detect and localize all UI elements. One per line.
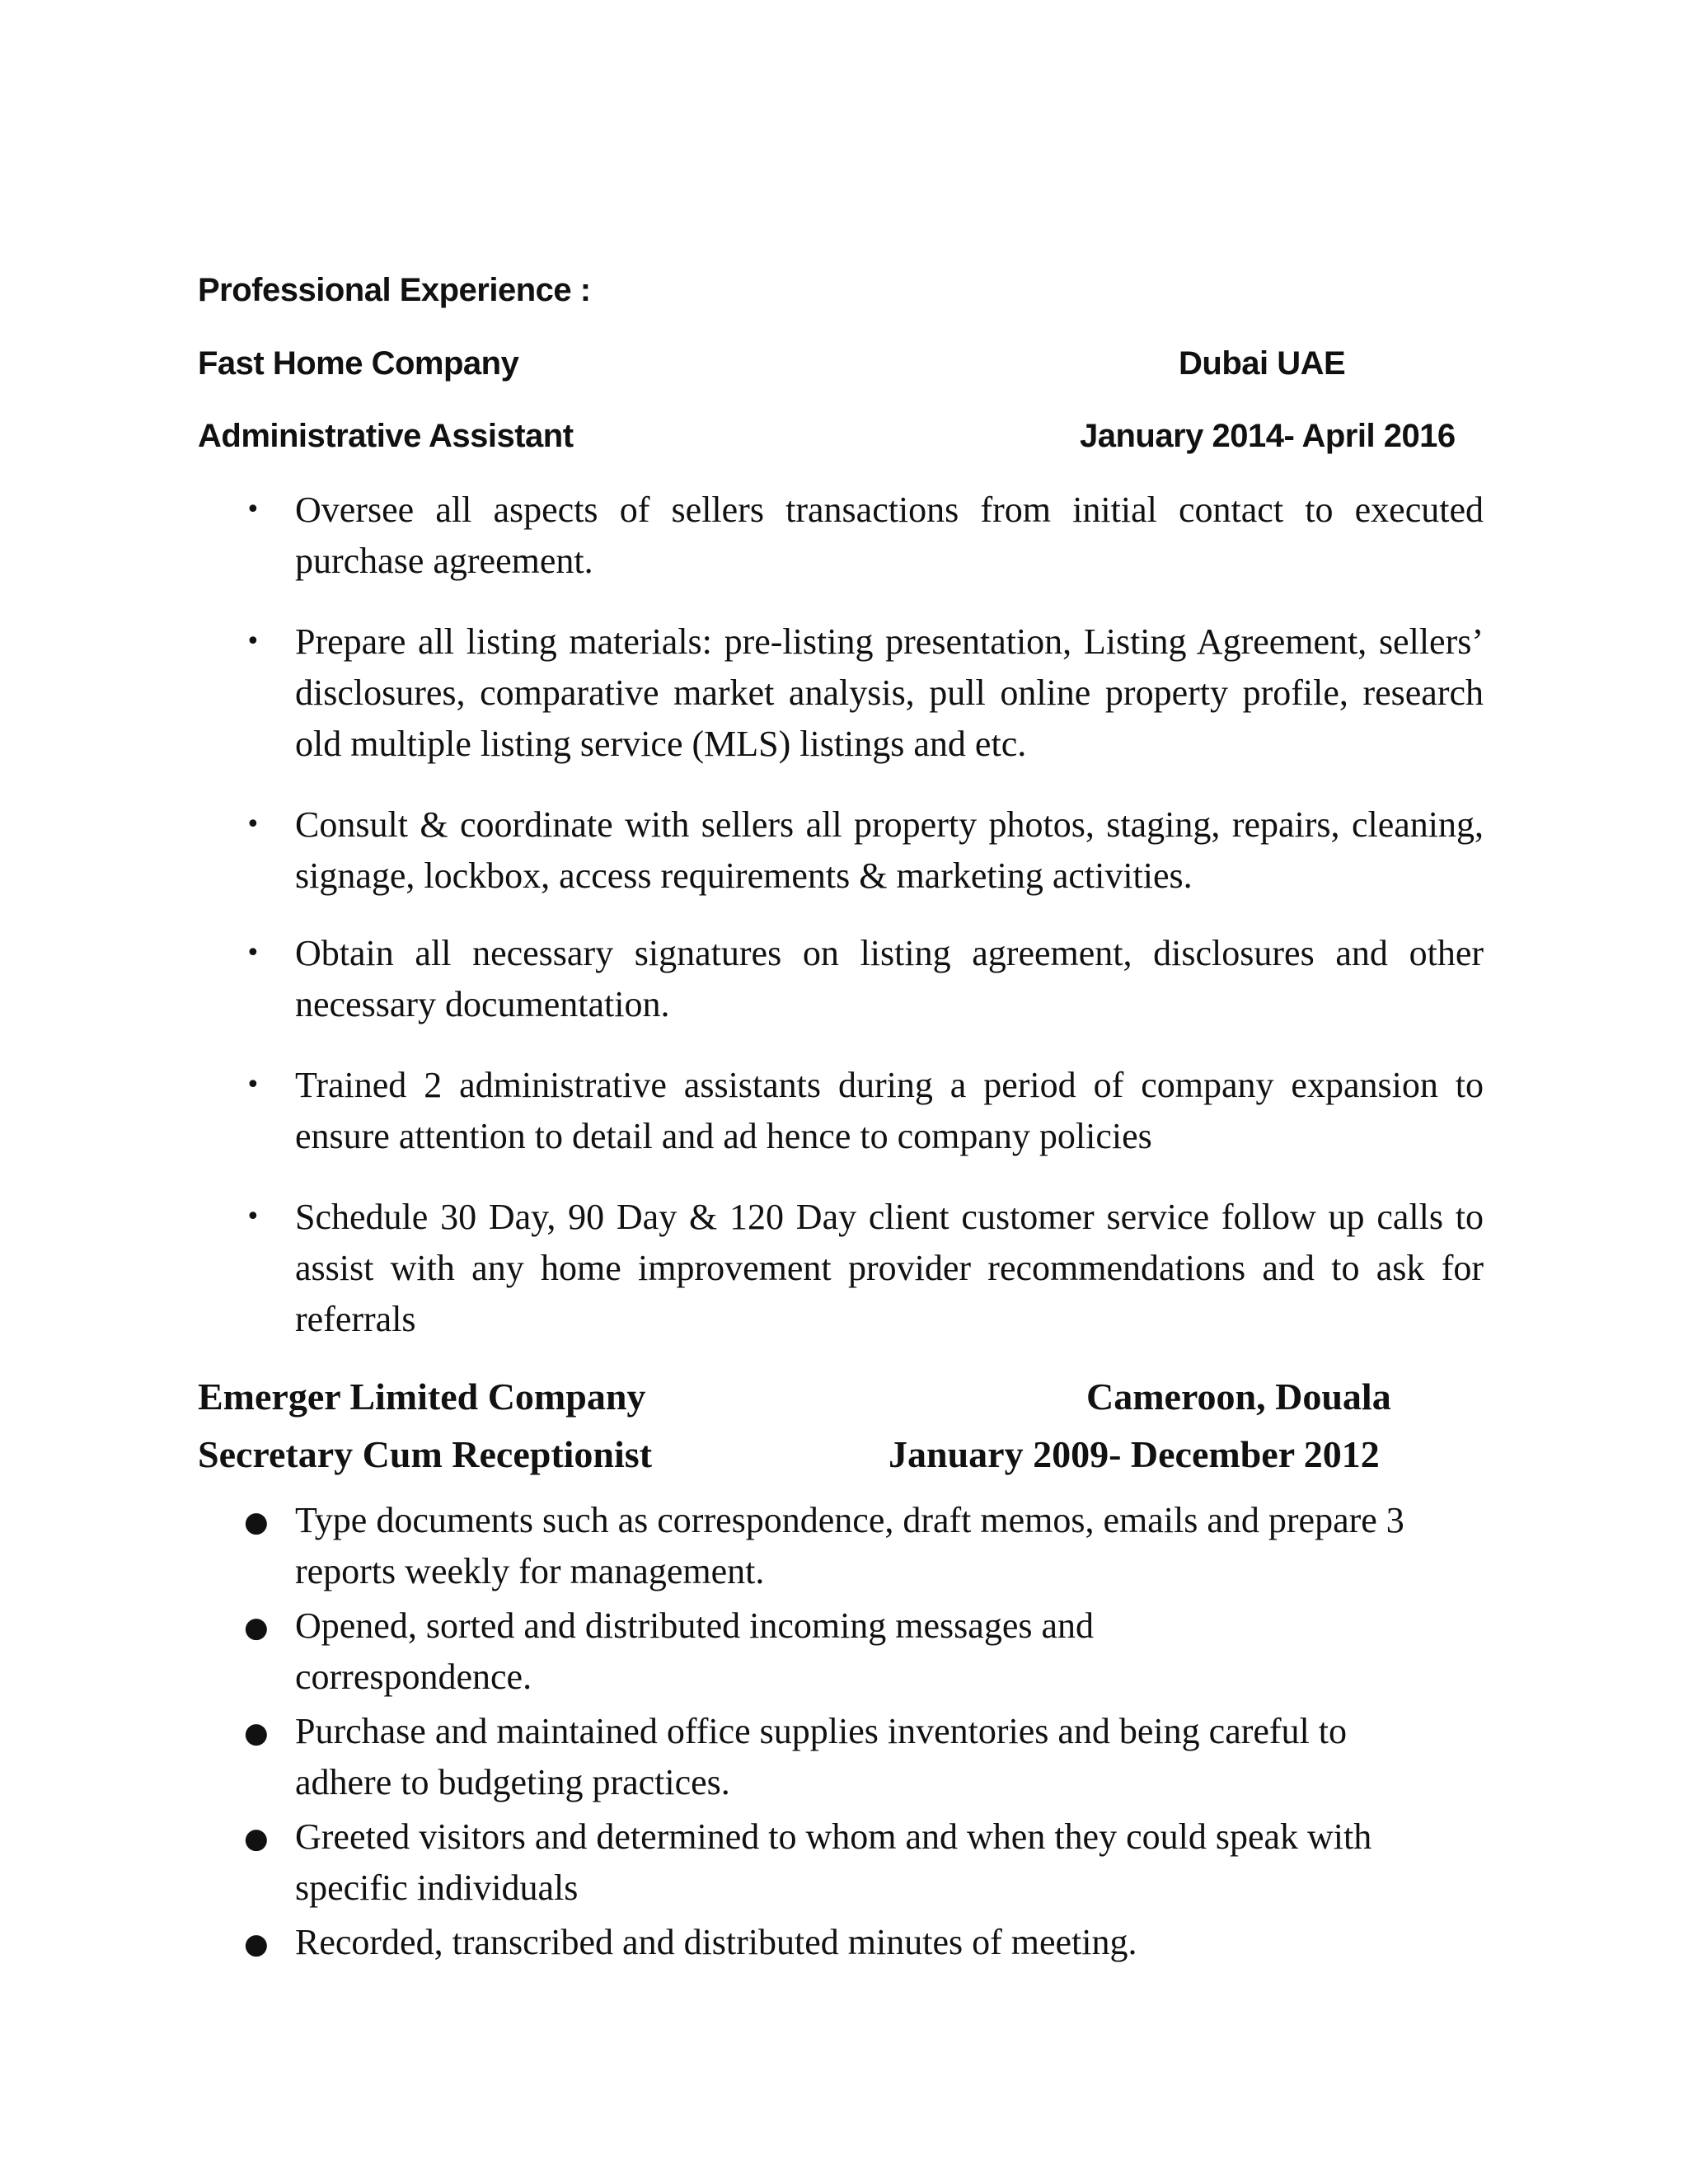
- job-1-bullet-2: Prepare all listing materials: pre-listing presentation, Listing Agreement, sellers’ disclosures, comparative market analysis, pull online property profile, research old multiple listing service (MLS) listings and etc.: [295, 621, 1484, 764]
- job-2-bullet-2: Opened, sorted and distributed incoming messages and correspondence.: [295, 1605, 1095, 1697]
- job-1-dates: January 2014- April 2016: [1080, 418, 1456, 454]
- job-1-company: Fast Home Company: [198, 345, 519, 382]
- job-1-bullet-3: Consult & coordinate with sellers all property photos, staging, repairs, cleaning, signage, lockbox, access requirements & marketing activities.: [295, 804, 1484, 896]
- job-2-company: Emerger Limited Company: [198, 1376, 646, 1418]
- section-heading: Professional Experience :: [198, 272, 591, 308]
- job-2-title: Secretary Cum Receptionist: [198, 1433, 653, 1475]
- job-2-dates: January 2009- December 2012: [889, 1433, 1380, 1475]
- bullet-dot: ●: [244, 1717, 269, 1750]
- job-2-bullet-1: Type documents such as correspondence, draft memos, emails and prepare 3 reports weekly for management.: [295, 1500, 1404, 1591]
- job-2-bullet-3: Purchase and maintained office supplies inventories and being careful to adhere to budgeting practices.: [295, 1711, 1347, 1802]
- bullet-dot: •: [246, 1071, 260, 1099]
- bullet-dot: ●: [244, 1928, 269, 1961]
- job-1-location: Dubai UAE: [1179, 345, 1346, 382]
- job-1-bullet-1: Oversee all aspects of sellers transactions from initial contact to executed purchase agreement.: [295, 490, 1484, 581]
- job-1-bullet-6: Schedule 30 Day, 90 Day & 120 Day client customer service follow up calls to assist with any home improvement provider recommendations and to ask for referrals: [295, 1197, 1484, 1339]
- bullet-dot: ●: [244, 1611, 269, 1644]
- bullet-dot: •: [246, 939, 260, 968]
- bullet-dot: ●: [244, 1822, 269, 1855]
- job-1-bullet-4: Obtain all necessary signatures on listing agreement, disclosures and other necessary documentation.: [295, 933, 1484, 1024]
- job-1-bullet-5: Trained 2 administrative assistants during a period of company expansion to ensure attention to detail and ad hence to company policies: [295, 1065, 1484, 1156]
- bullet-dot: •: [246, 627, 260, 656]
- job-1-title: Administrative Assistant: [198, 418, 574, 454]
- bullet-dot: •: [246, 810, 260, 839]
- job-2-bullet-4: Greeted visitors and determined to whom and when they could speak with specific individuals: [295, 1816, 1372, 1908]
- bullet-dot: •: [246, 495, 260, 524]
- job-2-bullet-5: Recorded, transcribed and distributed minutes of meeting.: [295, 1922, 1137, 1962]
- bullet-dot: •: [246, 1202, 260, 1231]
- job-2-location: Cameroon, Douala: [1086, 1376, 1391, 1418]
- bullet-dot: ●: [244, 1506, 269, 1539]
